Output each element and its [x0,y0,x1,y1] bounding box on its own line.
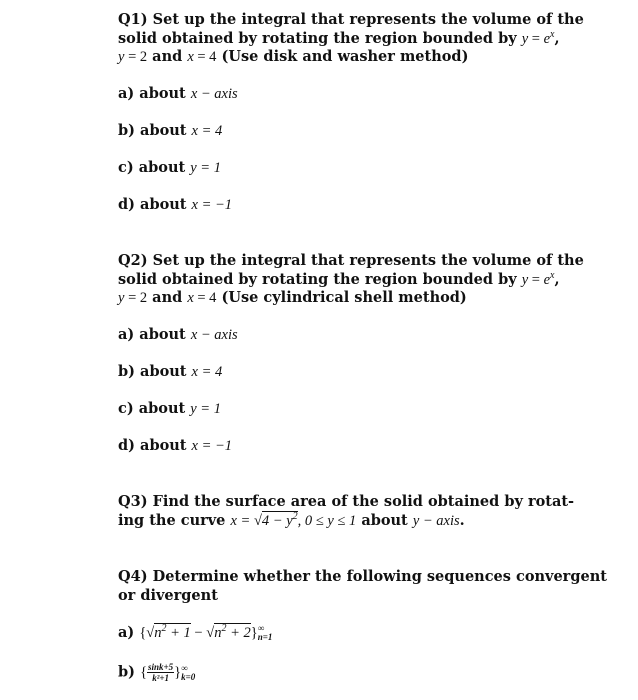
q2-y-eq: = 2 [124,290,148,306]
q3-radicand-exp: 2 [292,511,298,523]
q3-prefix: ing the curve [118,512,231,529]
q4-a-rad2-tail: + 2 [226,625,251,641]
q4-a-rad2: n [214,625,222,641]
q1-curve-lhs: y [521,31,529,47]
q4-a-limits [258,624,273,642]
q2-curve-base: e [543,272,551,288]
q1-x-eq: = 4 [193,49,217,65]
q2-and: and [147,289,188,306]
q2-part-d [118,437,232,455]
q3-text-1: Q3) Find the surface area of the solid obtained by rotat- [118,493,575,510]
q1-part-c-label: c) about [118,159,191,176]
q4-b-numerator: sink+5 [148,662,174,672]
q4-a-lower: n=1 [257,632,273,642]
q2-line-1 [118,252,584,270]
q4-a-open-brace: { [139,625,147,641]
q4-text-1: Q4) Determine whether the following sequences convergent [118,568,607,585]
q2-part-a-label: a) about [118,326,191,343]
q2-part-d-label: d) about [118,437,192,454]
q3-line-2 [118,512,465,530]
q2-curve-eq: = [528,272,544,288]
q3-line-1 [118,493,575,511]
q1-y: y [118,49,125,65]
q1-x: x [187,49,194,65]
q2-x-eq: = 4 [193,290,217,306]
q4-a-rad1: n [154,625,162,641]
q2-part-d-math: x = −1 [191,438,233,454]
q4-b-open-brace: { [140,664,148,681]
q4-b-label: b) [118,663,141,681]
q3-curve: x = [230,513,254,529]
q4-b-upper: ∞ [181,662,188,673]
q3-about: about [356,512,413,529]
q3-range: , 0 ≤ y ≤ 1 [297,513,357,529]
q2-part-a [118,326,238,344]
q4-b-close-brace: } [174,664,182,681]
q4-a-rad1-tail: + 1 [166,625,191,641]
q3-radicand [262,511,298,529]
q4-b-lower: k=0 [181,671,196,682]
q2-curve-exp: x [550,270,555,282]
q1-comma: , [554,30,560,47]
q4-part-b [118,662,195,683]
q1-part-d-math: x = −1 [191,197,233,213]
q1-curve-exp: x [550,29,555,41]
q4-a-upper: ∞ [257,623,265,633]
q4-a-minus: − [190,625,207,641]
q2-line-3 [118,289,467,307]
q1-part-b-math: x = 4 [191,123,223,139]
q4-a-label: a) [118,624,140,641]
q2-part-a-math: x − axis [190,327,238,343]
q2-part-c-label: c) about [118,400,191,417]
q1-line-1 [118,11,584,29]
q1-part-a-label: a) about [118,85,191,102]
q2-part-b-label: b) about [118,363,192,380]
q2-text-1: Q2) Set up the integral that represents the volume of the [118,252,584,269]
q1-part-d-label: d) about [118,196,192,213]
q2-comma: , [554,271,560,288]
q2-curve-lhs: y [521,272,529,288]
q4-a-radicand-1 [154,623,191,641]
q4-b-fraction [147,662,174,683]
q1-part-a-math: x − axis [190,86,238,102]
q3-axis: y − axis [412,513,460,529]
q4-b-limits [181,664,195,682]
q4-line-1 [118,568,607,586]
q2-part-b [118,363,222,381]
q1-and: and [147,48,188,65]
q1-text-1: Q1) Set up the integral that represents the volume of the [118,11,584,28]
q2-method: (Use cylindrical shell method) [216,289,467,306]
q2-line-2 [118,271,560,289]
q2-part-c [118,400,221,418]
q4-text-2: or divergent [118,587,218,604]
q1-part-d [118,196,232,214]
q4-a-close-brace: } [250,625,258,641]
q1-line-3 [118,48,468,66]
q3-sqrt-sign: √ [253,513,262,529]
q2-part-b-math: x = 4 [191,364,223,380]
q1-part-b [118,122,222,140]
q1-part-c-math: y = 1 [190,160,221,176]
q1-text-2: solid obtained by rotating the region bounded by [118,30,517,47]
q4-part-a [118,624,272,642]
q2-y: y [118,290,125,306]
q3-period: . [459,512,465,529]
q1-part-a [118,85,238,103]
q3-radicand-text: 4 − y [261,513,293,529]
q1-curve-base: e [543,31,551,47]
q2-part-c-math: y = 1 [190,401,221,417]
q4-a-sqrt-sign-1: √ [146,625,155,641]
q1-curve-eq: = [528,31,544,47]
q4-a-radicand-2 [214,623,251,641]
q1-y-eq: = 2 [124,49,148,65]
q1-part-c [118,159,221,177]
q2-text-2: solid obtained by rotating the region bounded by [118,271,517,288]
q1-part-b-label: b) about [118,122,192,139]
q4-a-sqrt-sign-2: √ [206,625,215,641]
q4-a-rad2-exp: 2 [221,623,227,635]
q2-x: x [187,290,194,306]
q1-method: (Use disk and washer method) [216,48,469,65]
q1-line-2 [118,30,560,48]
q4-b-denominator: k²+1 [152,673,170,683]
q4-a-rad1-exp: 2 [161,623,167,635]
q4-line-2 [118,587,218,605]
